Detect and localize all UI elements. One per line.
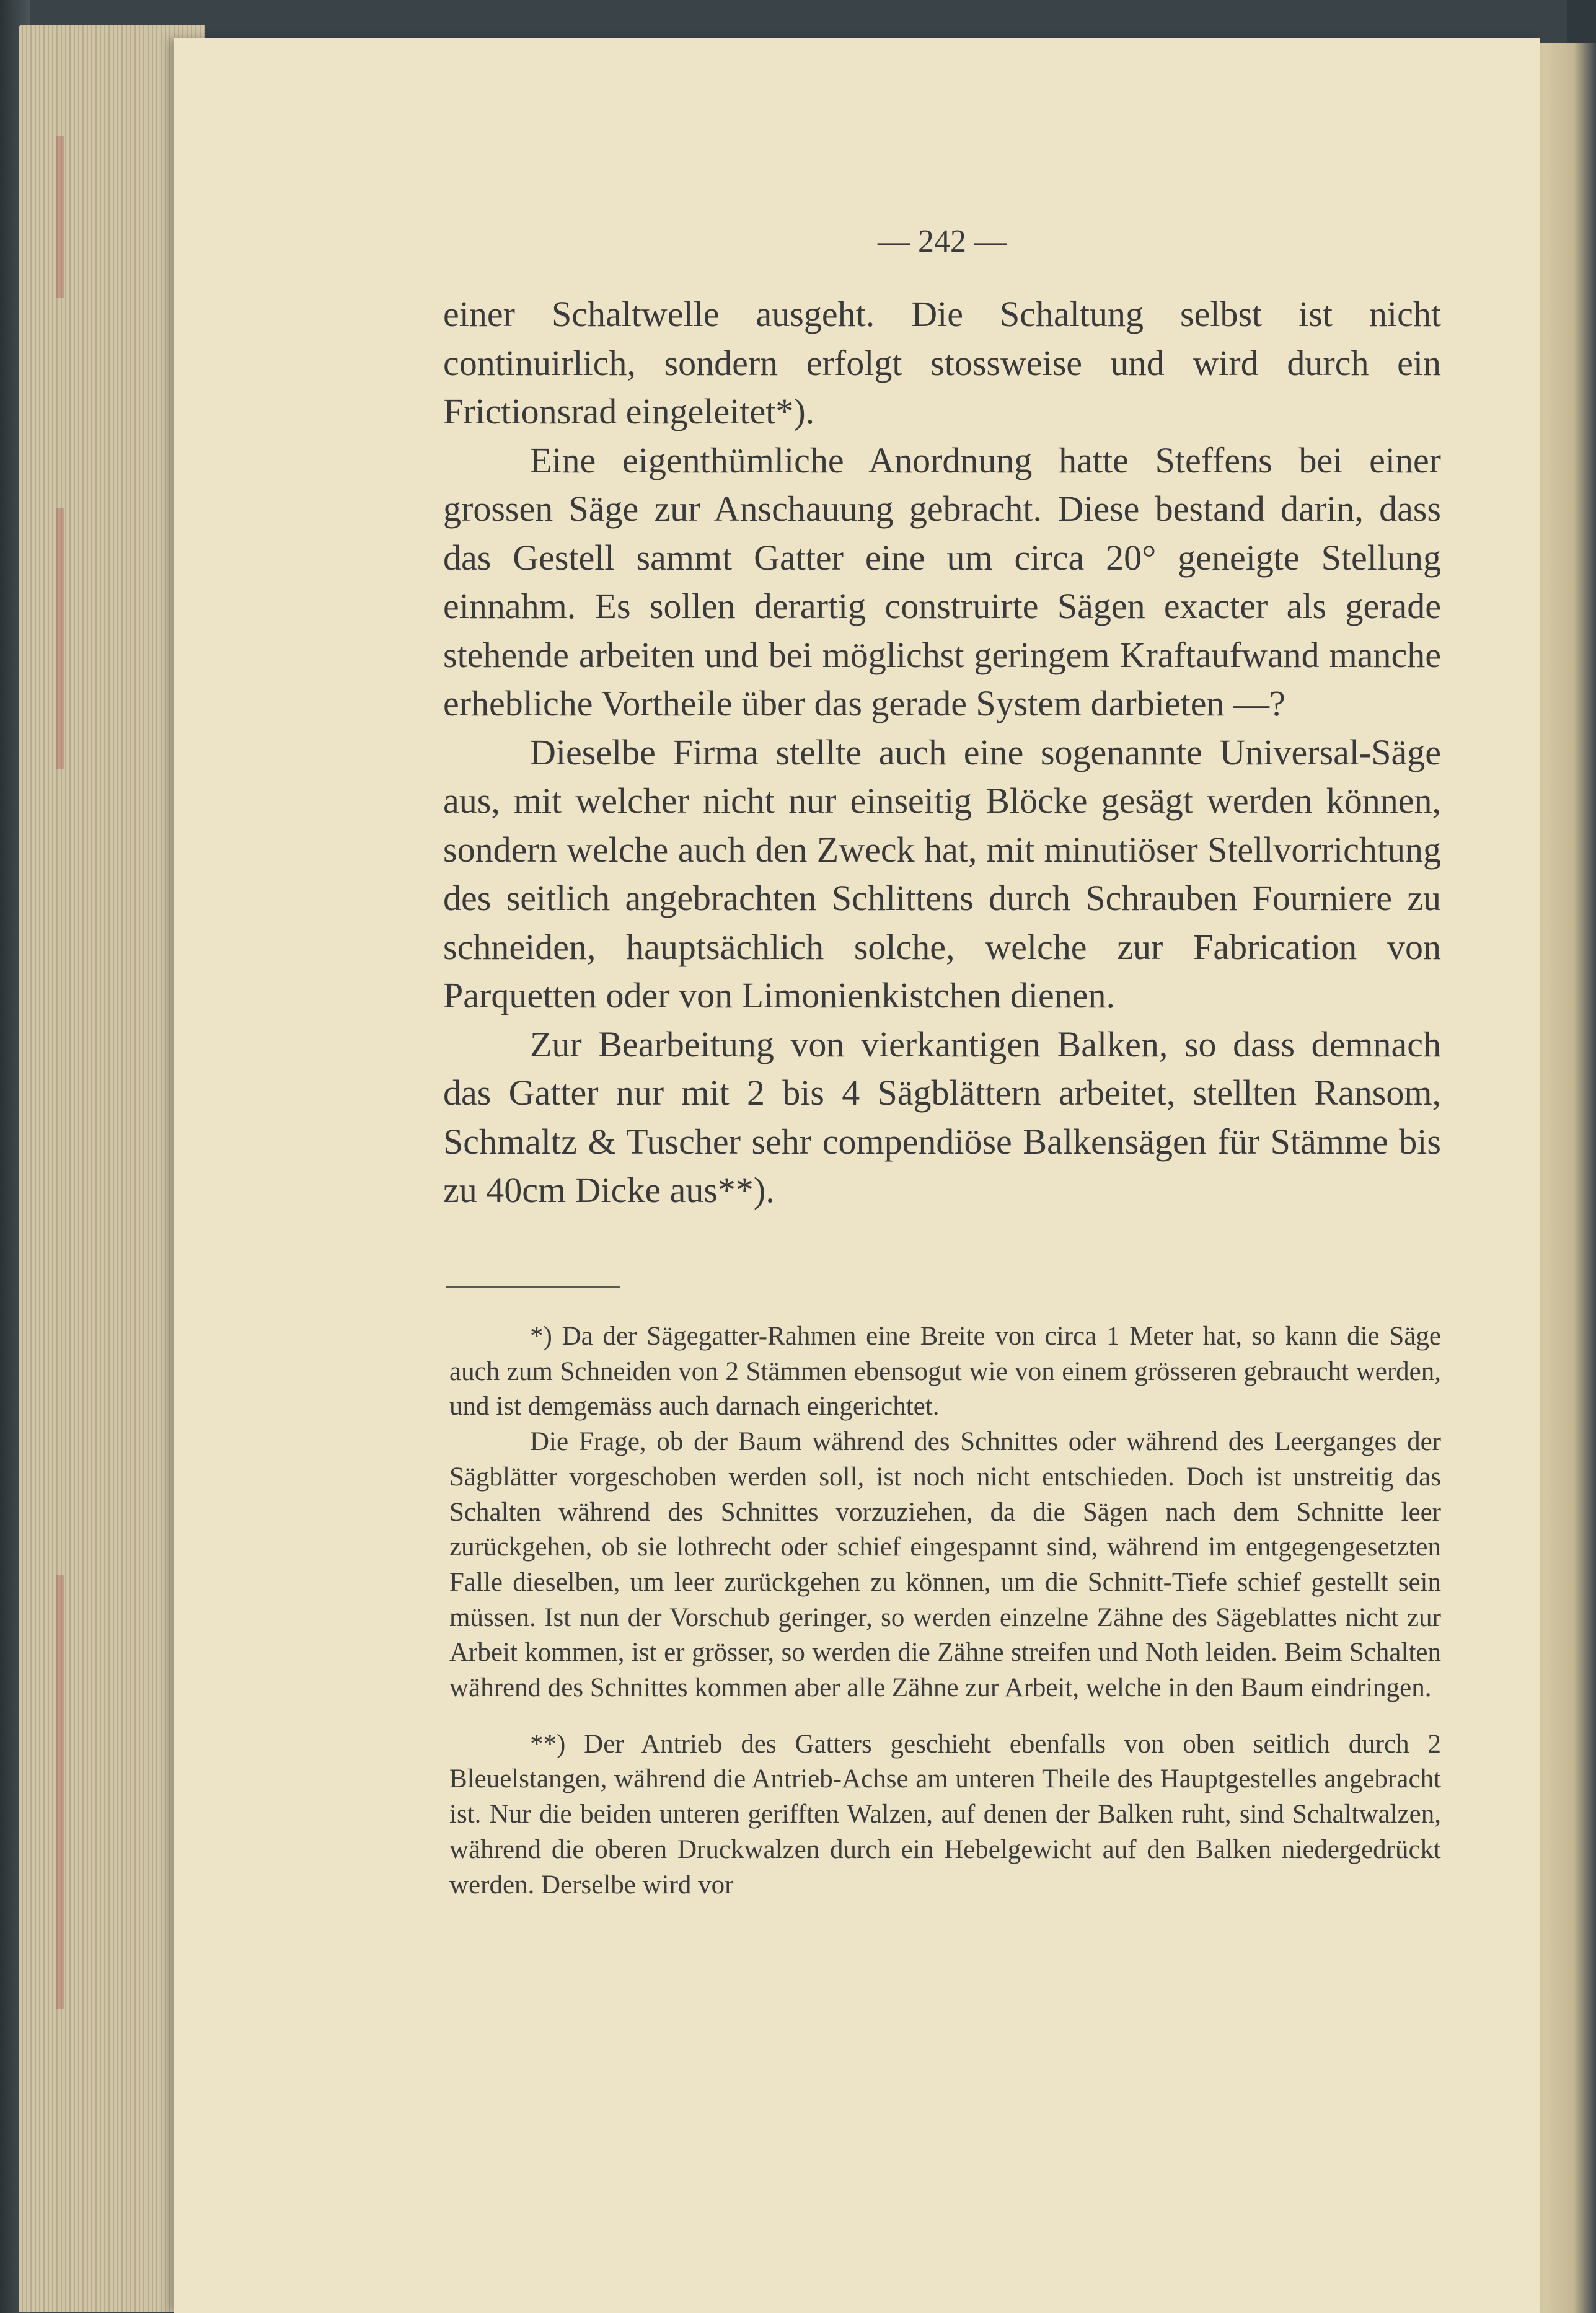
page-number: — 242 — [878,224,1007,259]
page-edge-stain [56,136,64,298]
paragraph: Dieselbe Firma stellte auch eine sogenannte Universal-Säge aus, mit welcher nicht nur einseitig Blöcke gesägt werden können, sondern welche auch den Zweck hat, mit minutiöser Stellvorrichtung des seitlich angebrachten Schlittens durch Schrauben Fourniere zu schneiden, hauptsächlich solche, welche zur Fabrication von Parquetten oder von Limonienkistchen dienen. [443,732,1441,1015]
page-edge-stain [56,508,64,769]
main-text [443,290,1441,1215]
footnote: *) Da der Sägegatter-Rahmen eine Breite von circa 1 Meter hat, so kann die Säge auch zum Schneiden von 2 Stämmen ebensogut wie von einem grösseren gebraucht werden, und ist demgemäss auch darnach eingerichtet. [449,1322,1441,1422]
page-edge-stain [56,1575,64,2009]
facing-page-edge [1540,43,1596,2313]
footnotes [449,1319,1441,1903]
paragraph: einer Schaltwelle ausgeht. Die Schaltung selbst ist nicht continuirlich, sondern erfolgt stossweise und wird durch ein Frictionsrad eingeleitet*). [443,294,1441,431]
paragraph: Eine eigenthümliche Anordnung hatte Steffens bei einer grossen Säge zur Anschauung gebracht. Diese bestand darin, dass das Gestell sammt Gatter eine um circa 20° geneigte Stellung einnahm. Es sollen derartig construirte Sägen exacter als gerade stehende arbeiten und bei möglichst geringem Kraftaufwand manche erhebliche Vortheile über das gerade System darbieten —? [443,440,1441,723]
cover-corner [1567,0,1596,43]
footnote-separator [446,1286,620,1288]
footnote: **) Der Antrieb des Gatters geschieht ebenfalls von oben seitlich durch 2 Bleuelstangen, während die Antrieb-Achse am unteren Theile des Hauptgestelles angebracht ist. Nur die beiden unteren gerifften Walzen, auf denen der Balken ruht, sind Schaltwalzen, während die oberen Druckwalzen durch ein Hebelgewicht auf den Balken niedergedrückt werden. Derselbe wird vor [449,1729,1441,1899]
footnote-continuation: Die Frage, ob der Baum während des Schnittes oder während des Leerganges der Sägblätter vorgeschoben werden soll, ist noch nicht entschieden. Doch ist unstreitig das Schalten während des Schnittes vorzuziehen, da die Sägen nach dem Schnitte leer zurückgehen, ob sie lothrecht oder schief eingespannt sind, während im entgegengesetzten Falle dieselben, um leer zurückgehen zu können, um die Schnitt-Tiefe schief gestellt sein müssen. Ist nun der Vorschub geringer, so werden einzelne Zähne des Sägeblattes nicht zur Arbeit kommen, ist er grösser, so werden die Zähne streifen und Noth leiden. Beim Schalten während des Schnittes kommen aber alle Zähne zur Arbeit, welche in den Baum eindringen. [449,1427,1441,1703]
footnote-gap [449,1706,1441,1727]
paragraph: Zur Bearbeitung von vierkantigen Balken, so dass demnach das Gatter nur mit 2 bis 4 Sägblättern arbeitet, stellten Ransom, Schmaltz & Tuscher sehr compendiöse Balkensägen für Stämme bis zu 40cm Dicke aus**). [443,1024,1441,1210]
